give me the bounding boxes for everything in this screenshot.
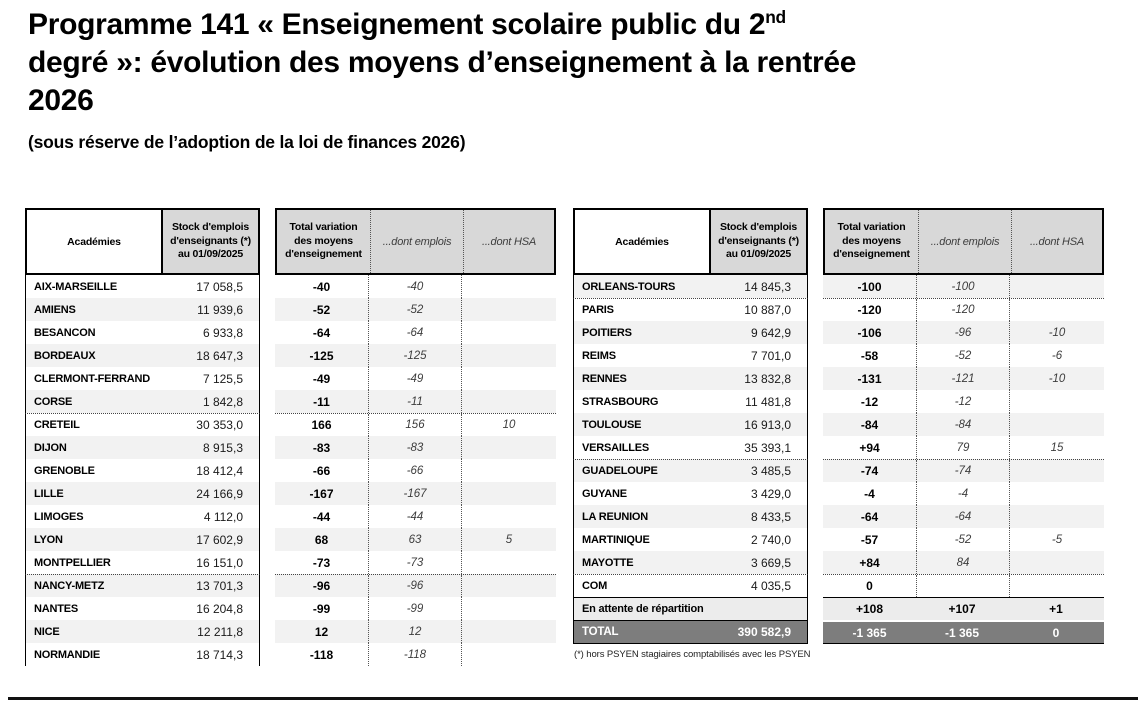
variation-cell: 0 <box>866 579 873 593</box>
dont-hsa-cell: -6 <box>1009 344 1104 367</box>
page-subtitle: (sous réserve de l’adoption de la loi de finances 2026) <box>28 132 466 152</box>
title-superscript: nd <box>765 7 786 27</box>
stock-value-cell: 3 485,5 <box>750 464 791 478</box>
stock-value-cell: 12 211,8 <box>197 624 243 639</box>
header-total-variation: Total variation des moyens d'enseignement <box>833 221 910 261</box>
variation-cell: +84 <box>859 555 880 570</box>
stock-value-cell: 9 642,9 <box>750 325 791 340</box>
dont-emplois-cell: -49 <box>368 367 461 390</box>
stock-value-cell: 18 412,4 <box>196 463 243 478</box>
table-row <box>573 528 1104 551</box>
header-academies: Académies <box>27 210 161 273</box>
title-line1: Programme 141 « Enseignement scolaire public du 2 <box>28 8 766 41</box>
variation-cell: -100 <box>857 279 882 294</box>
table-row <box>573 459 1104 482</box>
academy-name-cell: LILLE <box>34 487 64 500</box>
dont-hsa-cell <box>1009 505 1104 528</box>
academy-name-cell: NANCY-METZ <box>34 580 105 592</box>
row-total <box>573 620 1104 644</box>
dont-hsa-cell <box>1009 390 1104 413</box>
dont-emplois-cell: +107 <box>948 602 976 616</box>
row-en-attente <box>573 597 1104 620</box>
stock-value-cell: 16 151,0 <box>196 555 243 570</box>
dont-emplois-cell: -52 <box>916 528 1009 551</box>
variation-cell: -84 <box>860 417 879 432</box>
table-row <box>573 275 1104 298</box>
stock-value-cell: 8 915,3 <box>202 440 243 455</box>
variation-cell: -74 <box>860 464 879 478</box>
dont-emplois-cell: -125 <box>368 344 461 367</box>
dont-hsa-cell <box>1009 299 1104 321</box>
variation-cell: -49 <box>312 371 331 386</box>
stock-value-cell: 16 204,8 <box>196 601 243 616</box>
variation-cell: -83 <box>312 440 331 455</box>
table-row <box>25 275 556 298</box>
header-variation-block <box>275 208 556 275</box>
header-dont-emplois: ...dont emplois <box>918 210 1011 273</box>
dont-hsa-cell <box>461 505 556 528</box>
academy-name-cell: CLERMONT-FERRAND <box>34 372 150 385</box>
dont-emplois-cell: 12 <box>368 620 461 643</box>
academy-name-cell: AIX-MARSEILLE <box>34 280 117 293</box>
header-stock: Stock d'emplois d'enseignants (*) au 01/09/2025 <box>709 210 806 273</box>
academy-name-cell: GRENOBLE <box>34 464 95 477</box>
dont-hsa-cell <box>461 620 556 643</box>
dont-emplois-cell: 79 <box>916 436 1009 459</box>
dont-emplois-cell: -64 <box>916 505 1009 528</box>
stock-value-cell: 3 669,5 <box>750 555 791 570</box>
dont-emplois-cell: -100 <box>916 275 1009 298</box>
variation-cell: -52 <box>312 302 331 317</box>
table-row <box>25 597 556 620</box>
stock-value-cell: 17 058,5 <box>196 279 243 294</box>
stock-value-cell: 17 602,9 <box>196 532 243 547</box>
table-row <box>25 643 556 666</box>
header-variation-block <box>823 208 1104 275</box>
total-label: TOTAL <box>582 626 619 638</box>
academy-name-cell: STRASBOURG <box>582 395 659 408</box>
variation-cell: -64 <box>860 509 879 524</box>
table-row <box>573 321 1104 344</box>
variation-cell: +94 <box>859 440 880 455</box>
academies-table-left <box>25 208 556 666</box>
dont-hsa-cell <box>461 390 556 413</box>
academy-name-cell: BORDEAUX <box>34 349 96 362</box>
stock-value-cell: 24 166,9 <box>196 486 243 501</box>
academy-name-cell: CORSE <box>34 395 73 408</box>
page-title <box>28 6 1128 120</box>
variation-cell: -4 <box>864 486 875 501</box>
table-row <box>25 367 556 390</box>
dont-hsa-cell: 10 <box>461 414 556 436</box>
bottom-divider <box>8 697 1138 700</box>
table-row <box>573 482 1104 505</box>
table-row <box>25 390 556 413</box>
academy-name-cell: GUYANE <box>582 487 627 500</box>
academy-name-cell: POITIERS <box>582 326 632 339</box>
table-row <box>25 505 556 528</box>
stock-value-cell: 7 701,0 <box>750 348 791 363</box>
academy-name-cell: ORLEANS-TOURS <box>582 280 676 293</box>
table-row <box>573 390 1104 413</box>
academy-name-cell: DIJON <box>34 441 67 454</box>
stock-value-cell: 14 845,3 <box>744 279 791 294</box>
variation-cell: -99 <box>312 601 331 616</box>
dont-emplois-cell: 156 <box>368 414 461 436</box>
variation-cell: -12 <box>860 394 879 409</box>
dont-emplois-cell: -96 <box>368 575 461 597</box>
dont-emplois-cell: -64 <box>368 321 461 344</box>
academy-name-cell: BESANCON <box>34 326 96 339</box>
variation-cell: -64 <box>312 325 331 340</box>
dont-emplois-cell: -12 <box>916 390 1009 413</box>
dont-emplois-cell: -11 <box>368 390 461 413</box>
dont-hsa-cell: +1 <box>1049 602 1063 616</box>
academy-name-cell: LYON <box>34 533 63 546</box>
header-dont-hsa: ...dont HSA <box>1011 210 1102 273</box>
academy-name-cell: CRETEIL <box>34 419 80 431</box>
dont-hsa-cell <box>461 344 556 367</box>
table-row <box>25 551 556 574</box>
dont-hsa-cell: -5 <box>1009 528 1104 551</box>
dont-emplois-cell: -66 <box>368 459 461 482</box>
table-row <box>25 459 556 482</box>
academy-name-cell: MARTINIQUE <box>582 533 650 546</box>
variation-cell: 166 <box>311 418 332 432</box>
dont-hsa-cell <box>461 575 556 597</box>
variation-cell: -125 <box>309 348 334 363</box>
variation-cell: -118 <box>309 647 334 662</box>
total-stock-cell: 390 582,9 <box>737 625 791 639</box>
dont-hsa-cell <box>461 482 556 505</box>
dont-emplois-cell: -44 <box>368 505 461 528</box>
stock-value-cell: 4 112,0 <box>203 509 243 524</box>
stock-value-cell: 7 125,5 <box>202 371 243 386</box>
variation-cell: -167 <box>309 486 334 501</box>
dont-emplois-cell: -84 <box>916 413 1009 436</box>
academy-name-cell: NORMANDIE <box>34 648 101 661</box>
dont-hsa-cell <box>461 459 556 482</box>
table-row <box>25 528 556 551</box>
variation-cell: 12 <box>314 624 329 639</box>
column-gap <box>808 208 823 275</box>
stock-value-cell: 1 842,8 <box>202 394 243 409</box>
academy-name-cell: COM <box>582 580 608 592</box>
variation-cell: -57 <box>860 532 879 547</box>
table-row <box>25 482 556 505</box>
table-row <box>25 413 556 436</box>
academy-name-cell: LA REUNION <box>582 510 649 523</box>
dont-emplois-cell: -96 <box>916 321 1009 344</box>
variation-cell: -58 <box>860 348 879 363</box>
table-row <box>573 298 1104 321</box>
table-header-row <box>25 208 556 275</box>
variation-cell: -73 <box>312 555 331 570</box>
table-row <box>25 298 556 321</box>
dont-hsa-cell <box>461 436 556 459</box>
dont-emplois-cell: -74 <box>916 460 1009 482</box>
table-row <box>573 551 1104 574</box>
dont-hsa-cell <box>1009 575 1104 597</box>
academy-name-cell: MONTPELLIER <box>34 556 111 569</box>
dont-emplois-cell: 63 <box>368 528 461 551</box>
dont-hsa-cell <box>1009 413 1104 436</box>
table-body <box>573 275 1104 597</box>
total-dont-hsa-cell: 0 <box>1052 625 1060 640</box>
academy-name-cell: TOULOUSE <box>582 418 642 431</box>
stock-value-cell: 8 433,5 <box>750 509 791 524</box>
academy-name-cell: REIMS <box>582 349 616 362</box>
table-row <box>25 620 556 643</box>
dont-emplois-cell: -73 <box>368 551 461 574</box>
table-row <box>573 505 1104 528</box>
academy-name-cell: GUADELOUPE <box>582 465 658 477</box>
header-main-block <box>25 208 260 275</box>
column-gap <box>260 208 275 275</box>
academy-name-cell: LIMOGES <box>34 510 84 523</box>
variation-cell: -11 <box>313 394 330 409</box>
table-row <box>25 574 556 597</box>
dont-emplois-cell <box>916 575 1009 597</box>
dont-hsa-cell <box>1009 460 1104 482</box>
stock-value-cell: 6 933,8 <box>202 325 243 340</box>
header-total-variation: Total variation des moyens d'enseignement <box>285 221 362 261</box>
dont-hsa-cell <box>461 597 556 620</box>
table-row <box>25 436 556 459</box>
dont-hsa-cell <box>461 321 556 344</box>
dont-hsa-cell <box>461 643 556 666</box>
stock-value-cell: 10 887,0 <box>744 303 791 317</box>
variation-cell: -131 <box>857 371 882 386</box>
header-main-block <box>573 208 808 275</box>
academy-name-cell: VERSAILLES <box>582 441 650 454</box>
stock-value-cell: 11 481,8 <box>745 394 791 409</box>
academy-name-cell: AMIENS <box>34 303 76 316</box>
dont-hsa-cell <box>461 298 556 321</box>
dont-emplois-cell: -99 <box>368 597 461 620</box>
title-line3: 2026 <box>28 84 94 117</box>
dont-emplois-cell: -52 <box>916 344 1009 367</box>
dont-emplois-cell: -167 <box>368 482 461 505</box>
title-line2: degré »: évolution des moyens d’enseignement à la rentrée <box>28 46 857 79</box>
header-dont-emplois: ...dont emplois <box>370 210 463 273</box>
dont-hsa-cell: 5 <box>461 528 556 551</box>
dont-hsa-cell <box>1009 275 1104 298</box>
variation-cell: -40 <box>312 279 331 294</box>
header-dont-hsa: ...dont HSA <box>463 210 554 273</box>
dont-emplois-cell: -4 <box>916 482 1009 505</box>
table-row <box>573 344 1104 367</box>
table-header-row <box>573 208 1104 275</box>
en-attente-label: En attente de répartition <box>582 603 704 615</box>
dont-hsa-cell: -10 <box>1009 321 1104 344</box>
table-body <box>25 275 556 666</box>
footnote: (*) hors PSYEN stagiaires comptabilisés avec les PSYEN <box>574 649 811 660</box>
header-academies: Académies <box>575 210 709 273</box>
stock-value-cell: 18 714,3 <box>196 647 243 662</box>
stock-value-cell: 11 939,6 <box>197 302 243 317</box>
dont-emplois-cell: -83 <box>368 436 461 459</box>
table-row <box>573 413 1104 436</box>
academy-name-cell: NANTES <box>34 602 79 615</box>
stock-value-cell: 13 832,8 <box>744 371 791 386</box>
academies-table-right <box>573 208 1104 644</box>
dont-hsa-cell <box>461 275 556 298</box>
variation-cell: 68 <box>314 532 329 547</box>
dont-emplois-cell: 84 <box>916 551 1009 574</box>
stock-value-cell: 2 740,0 <box>750 532 791 547</box>
variation-cell: -96 <box>312 579 331 593</box>
total-dont-emplois-cell: -1 365 <box>944 625 980 640</box>
table-row <box>25 344 556 367</box>
dont-emplois-cell: -52 <box>368 298 461 321</box>
dont-emplois-cell: -118 <box>368 643 461 666</box>
stock-value-cell: 18 647,3 <box>196 348 243 363</box>
academy-name-cell: PARIS <box>582 304 614 316</box>
table-row <box>573 436 1104 459</box>
stock-value-cell: 13 701,3 <box>196 579 243 593</box>
academy-name-cell: NICE <box>34 625 60 638</box>
dont-hsa-cell: -10 <box>1009 367 1104 390</box>
dont-hsa-cell <box>461 551 556 574</box>
variation-cell: +108 <box>855 602 884 616</box>
dont-emplois-cell: -40 <box>368 275 461 298</box>
stock-value-cell: 35 393,1 <box>744 440 791 455</box>
table-row <box>573 367 1104 390</box>
dont-emplois-cell: -120 <box>916 299 1009 321</box>
dont-hsa-cell <box>1009 482 1104 505</box>
stock-value-cell: 30 353,0 <box>196 418 243 432</box>
dont-hsa-cell <box>1009 551 1104 574</box>
academy-name-cell: RENNES <box>582 372 627 385</box>
variation-cell: -44 <box>312 509 331 524</box>
table-row <box>573 574 1104 597</box>
stock-value-cell: 4 035,5 <box>750 579 791 593</box>
total-variation-cell: -1 365 <box>852 625 887 640</box>
variation-cell: -66 <box>312 463 331 478</box>
stock-value-cell: 3 429,0 <box>750 486 791 501</box>
dont-hsa-cell: 15 <box>1009 436 1104 459</box>
header-stock: Stock d'emplois d'enseignants (*) au 01/09/2025 <box>161 210 258 273</box>
table-row <box>25 321 556 344</box>
dont-hsa-cell <box>461 367 556 390</box>
stock-value-cell: 16 913,0 <box>744 417 791 432</box>
academy-name-cell: MAYOTTE <box>582 556 634 569</box>
dont-emplois-cell: -121 <box>916 367 1009 390</box>
variation-cell: -106 <box>857 325 882 340</box>
variation-cell: -120 <box>857 303 882 317</box>
